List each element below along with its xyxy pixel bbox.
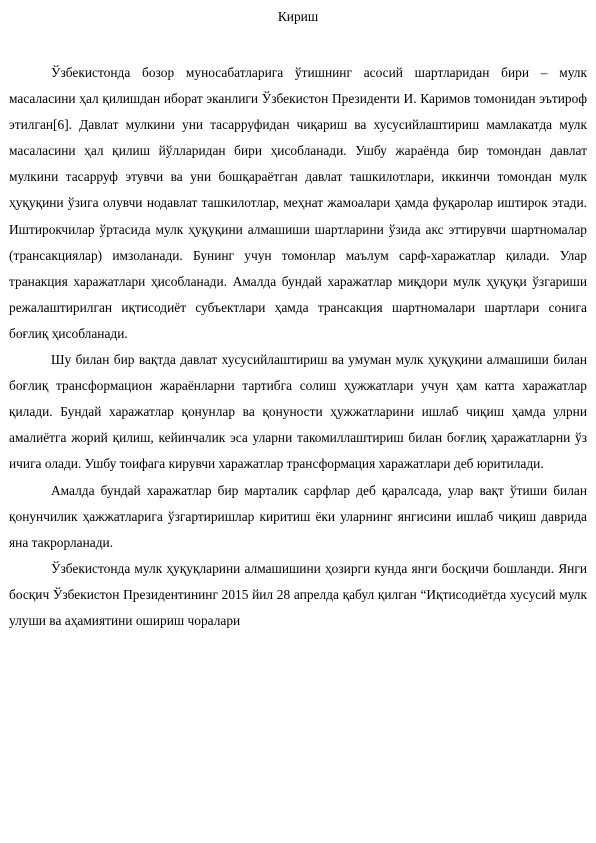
paragraph-2: Шу билан бир вақтда давлат хусусийлаштириш ва умуман мулк ҳуқуқини алмашиши билан боғлиқ трансформацион жараёнларни тартибга солиш ҳужжатлари учун ҳам катта харажатлар қилади. Бундай харажатлар қонунлар ва қонуности ҳужжатларини ишлаб чиқиш ҳамда улрни амалиётга жорий қилиш, кейинчалик эса уларни такомиллаштириш билан боғлиқ ҳаражатларни ўз ичига олади. Ушбу тоифага кирувчи харажатлар трансформация харажатлари деб юритилади. (9, 352, 587, 472)
paragraph-3: Амалда бундай харажатлар бир марталик сарфлар деб қаралсада, улар вақт ўтиши билан қонунчилик ҳажжатларига ўзгартиришлар киритиш ёки уларнинг янгисини ишлаб чиқиш даврида яна такрорланади. (9, 482, 587, 550)
paragraph-4: Ўзбекистонда мулк ҳуқуқларини алмашишини ҳозирги кунда янги босқичи бошланди. Янги босқич Ўзбекистон Президентининг 2015 йил 28 апрелда қабул қилган “Иқтисодиётда хусусий мулк улуши ва аҳамиятини ошириш чоралари (9, 560, 587, 628)
page-title: Кириш (277, 9, 319, 24)
paragraph-1: Ўзбекистонда бозор муносабатларига ўтишнинг асосий шартларидан бири – мулк масаласини ҳал қилишдан иборат эканлиги Ўзбекистон Президенти И. Каримов томонидан эътироф этилган[6]. Давлат мулкини уни тасарруфидан чиқариш ва хусусийлаштириш мамлакатда мулк масаласини ҳал қилиш йўлларидан бири ҳисобланади. Ушбу жараёнда бир томондан давлат мулкини тасарруф этувчи ва уни бошқараётган давлат ташкилотлари, иккинчи томондан мулк ҳуқуқини ўзига олувчи нодавлат ташкилотлар, меҳнат жамоалари ҳамда фуқаролар иштирок этади. Иштирокчилар ўртасида мулк ҳуқуқини алмашиши шартларини ўзида акс эттирувчи шартномалар (трансакциялар) имзоланади. Бунинг учун томонлар маълум сарф-харажатлар қилади. Улар транакция харажатлари ҳисобланади. Амалда бундай харажатлар миқдори мулк ҳуқуқи ўзгариши режалаштирилган иқтисодиёт субъектлари ҳамда трансакция шартномалари шартлари сонига боғлиқ ҳисобланади. (9, 65, 587, 341)
document-body (9, 60, 587, 634)
